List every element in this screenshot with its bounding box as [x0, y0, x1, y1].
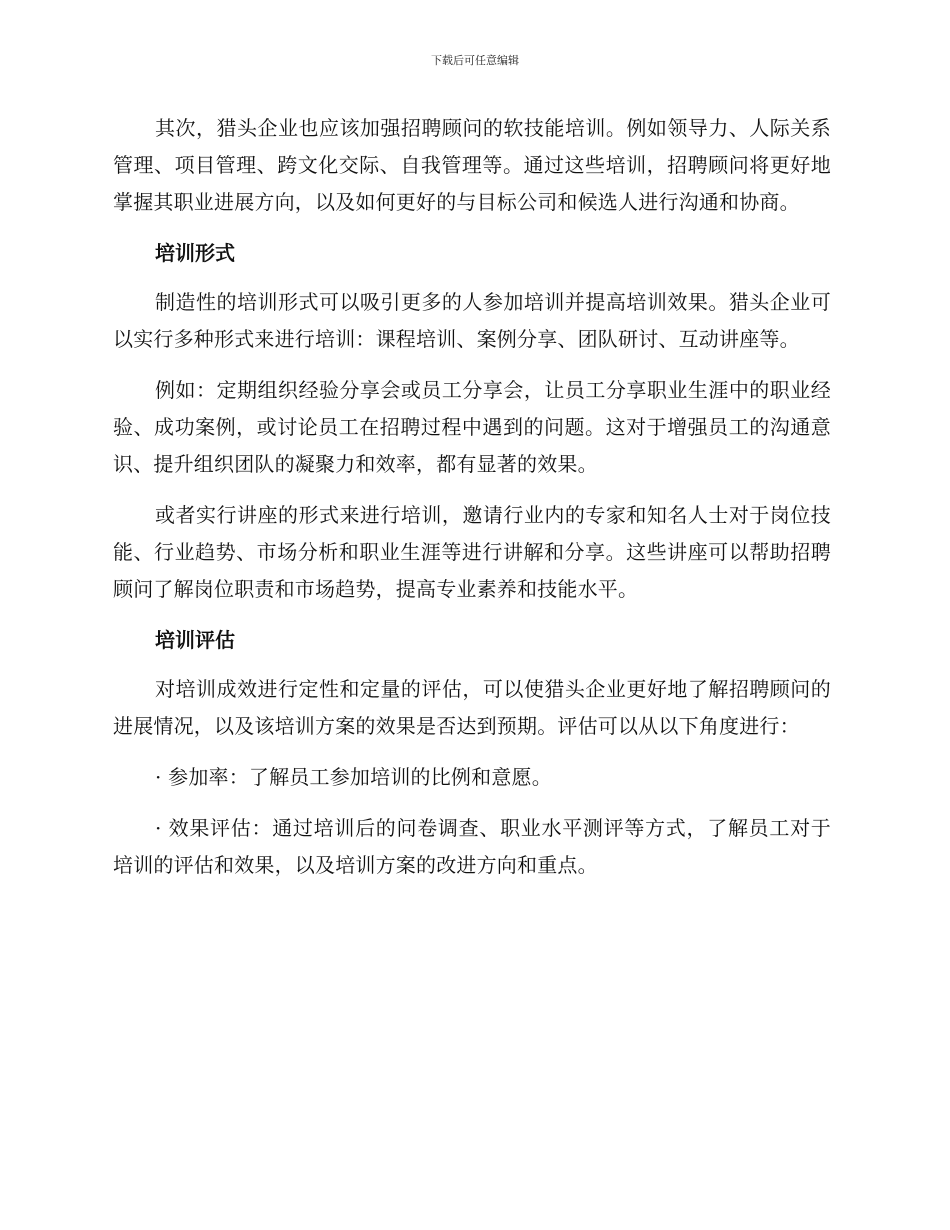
bullet-effect-evaluation: · 效果评估：通过培训后的问卷调查、职业水平测评等方式，了解员工对于培训的评估和效果，以及培训方案的改进方向和重点。: [113, 816, 831, 877]
paragraph-training-format: 制造性的培训形式可以吸引更多的人参加培训并提高培训效果。猎头企业可以实行多种形式来进行培训：课程培训、案例分享、团队研讨、互动讲座等。: [113, 290, 831, 351]
document-body: [113, 110, 831, 898]
paragraph-evaluation: 对培训成效进行定性和定量的评估，可以使猎头企业更好地了解招聘顾问的进展情况，以及该培训方案的效果是否达到预期。评估可以从以下角度进行：: [113, 677, 831, 738]
bullet-participation-rate: · 参加率：了解员工参加培训的比例和意愿。: [155, 765, 552, 789]
paragraph-soft-skills: 其次，猎头企业也应该加强招聘顾问的软技能培训。例如领导力、人际关系管理、项目管理、跨文化交际、自我管理等。通过这些培训，招聘顾问将更好地掌握其职业进展方向，以及如何更好的与目标公司和候选人进行沟通和协商。: [113, 116, 831, 214]
page-header: 下载后可任意编辑: [431, 54, 519, 67]
section-heading-training-format: 培训形式: [155, 241, 235, 265]
section-heading-training-evaluation: 培训评估: [155, 628, 235, 652]
paragraph-sharing-sessions: 例如：定期组织经验分享会或员工分享会，让员工分享职业生涯中的职业经验、成功案例，或讨论员工在招聘过程中遇到的问题。这对于增强员工的沟通意识、提升组织团队的凝聚力和效率，都有显著的效果。: [113, 378, 831, 476]
paragraph-lectures: 或者实行讲座的形式来进行培训，邀请行业内的专家和知名人士对于岗位技能、行业趋势、市场分析和职业生涯等进行讲解和分享。这些讲座可以帮助招聘顾问了解岗位职责和市场趋势，提高专业素养和技能水平。: [113, 503, 831, 601]
